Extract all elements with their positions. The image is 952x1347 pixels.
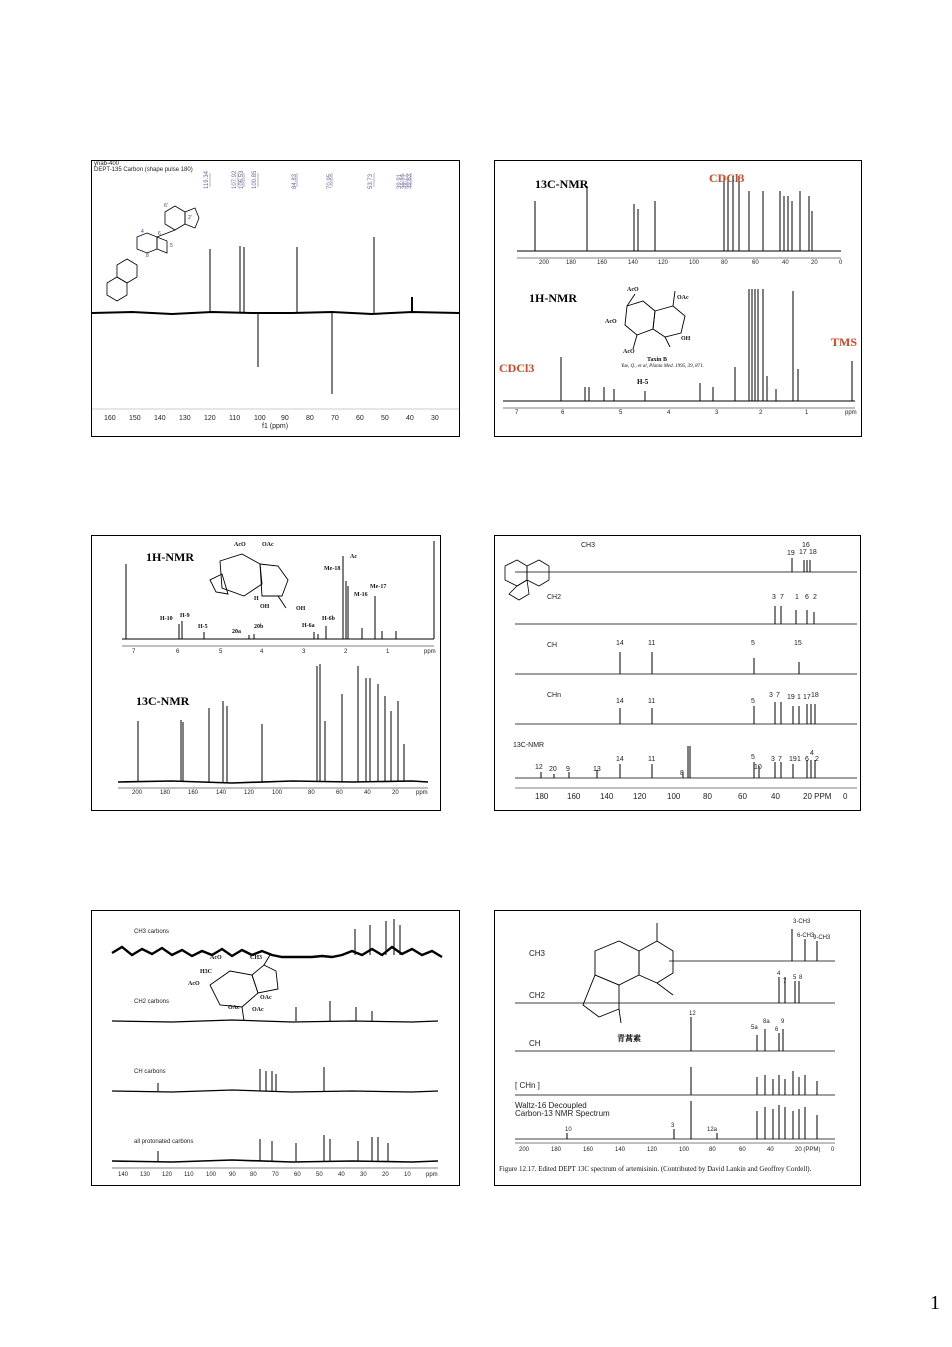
x-tick: 60: [294, 1172, 301, 1178]
peak: 19: [787, 694, 795, 701]
x-tick: 150: [129, 415, 141, 422]
h1-tick: 3: [302, 649, 306, 655]
x-tick: 10: [404, 1172, 411, 1178]
peak: 19: [787, 550, 795, 557]
x-tick: 140: [615, 1147, 626, 1153]
x-tick: 20 PPM: [803, 792, 832, 801]
h1-tick: 6: [176, 649, 180, 655]
h1-tick: 3: [715, 410, 719, 416]
x-tick: 90: [229, 1172, 236, 1178]
row-label-chn: [ CHn ]: [515, 1081, 540, 1090]
x-tick: 30: [431, 415, 439, 422]
peak-label: 12a: [707, 1127, 718, 1133]
c13-nmr-label: 13C-NMR: [535, 177, 589, 191]
row-label-ch3: CH3: [581, 542, 596, 549]
c13-tick: 40: [364, 790, 371, 796]
h1-tick: 1: [386, 649, 390, 655]
peak: 7: [776, 692, 780, 699]
peak: 1: [797, 694, 801, 701]
x-tick: 50: [316, 1172, 323, 1178]
artemisinin-spectra: [495, 911, 860, 1185]
peak-label: 4: [777, 971, 781, 977]
peak: 12: [535, 764, 543, 771]
peak: 9: [566, 766, 570, 773]
h1-tick: 1: [805, 410, 809, 416]
x-tick: 110: [184, 1172, 194, 1178]
peak-h9: H-9: [180, 613, 190, 619]
group-aco: AcO: [234, 542, 246, 548]
svg-text:8: 8: [146, 253, 149, 259]
x-tick: 40: [771, 792, 780, 801]
x-tick: 120: [647, 1147, 658, 1153]
peak-label: 9: [781, 1019, 785, 1025]
group-oac-3: OAc: [252, 1007, 264, 1013]
c13-tick: 140: [216, 790, 227, 796]
peak-label-4: 100.85: [252, 170, 258, 189]
peak: 19: [789, 756, 797, 763]
h1-tick: 7: [132, 649, 136, 655]
lignan-structure: [107, 206, 199, 301]
h1-tick: ppm: [424, 649, 436, 655]
peak-label: 8: [799, 975, 803, 981]
svg-text:6: 6: [158, 231, 161, 237]
c13-tick: 20: [392, 790, 399, 796]
x-tick: ppm: [426, 1172, 438, 1178]
peak: 3: [769, 692, 773, 699]
x-tick: 0: [843, 792, 848, 801]
peak: 6: [805, 756, 809, 763]
header-line-2: DEPT-135 Carbon (shape pulse 180): [94, 167, 193, 173]
peak: 17: [803, 694, 811, 701]
x-tick: 70: [272, 1172, 279, 1178]
peak: 1: [795, 594, 799, 601]
group-oac: OAc: [677, 295, 689, 301]
group-aco-3: AcO: [623, 349, 635, 355]
c13-tick: 120: [658, 260, 669, 266]
row-label-ch2: CH2 carbons: [134, 999, 170, 1005]
row-label-ch3: CH3: [529, 949, 546, 958]
compound-cn-name: 青蒿素: [617, 1034, 641, 1043]
peak-label-8: 39.91: [397, 173, 403, 189]
peak: 2: [815, 756, 819, 763]
h1-nmr-label: 1H-NMR: [146, 550, 194, 564]
x-tick: 80: [703, 792, 712, 801]
x-tick: 160: [104, 415, 116, 422]
peak-label: 10: [565, 1127, 572, 1133]
x-tick: 160: [583, 1147, 594, 1153]
c13-tick: 180: [566, 260, 577, 266]
peak-label-2: 107.92: [232, 170, 238, 189]
peak: 5: [751, 640, 755, 647]
x-tick: 100: [206, 1172, 217, 1178]
peak: 18: [809, 549, 817, 556]
svg-text:4: 4: [141, 229, 144, 235]
peak-20b: 20b: [254, 624, 264, 630]
peak: 13: [593, 766, 601, 773]
x-tick: 100: [254, 415, 266, 422]
x-axis-label: f1 (ppm): [262, 423, 289, 430]
tms-label: TMS: [831, 335, 858, 349]
peak: 14: [616, 698, 624, 705]
peak: 4: [810, 750, 814, 757]
svg-text:6': 6': [164, 203, 168, 209]
x-tick: 0: [831, 1147, 835, 1153]
peak: 6: [805, 594, 809, 601]
taxoid-structure: [210, 955, 278, 1021]
taxin-b-structure: [625, 291, 685, 349]
svg-text:2': 2': [188, 215, 192, 221]
h1-tick: ppm: [845, 410, 857, 416]
slide-dept-stack: [494, 535, 861, 811]
x-tick: 100: [667, 792, 681, 801]
h1-tick: 4: [260, 649, 264, 655]
peak-m16: M-16: [354, 592, 368, 598]
x-tick: 180: [535, 792, 549, 801]
row-label-ch3: CH3 carbons: [134, 929, 170, 935]
peak: 14: [616, 756, 624, 763]
taxane-structure: [210, 554, 288, 608]
c13-tick: ppm: [416, 790, 428, 796]
peak-label: 3-CH3: [793, 919, 811, 925]
peak: 15: [794, 640, 802, 647]
peak: 7: [780, 594, 784, 601]
peak: 3: [772, 594, 776, 601]
x-tick: 70: [331, 415, 339, 422]
x-tick: 40: [406, 415, 414, 422]
peak-label: 5a: [751, 1025, 758, 1031]
peak-h10: H-10: [160, 616, 173, 622]
waltz-label-2: Carbon-13 NMR Spectrum: [515, 1109, 610, 1118]
x-tick: 130: [140, 1172, 151, 1178]
x-tick: 60: [738, 792, 747, 801]
peak: 11: [648, 640, 656, 647]
peak: 8: [680, 770, 684, 777]
peak: 7: [778, 756, 782, 763]
row-label-all: all protonated carbons: [134, 1139, 194, 1145]
peak: 5: [751, 698, 755, 705]
c13-tick: 40: [782, 260, 789, 266]
steroid-structure: [505, 560, 549, 600]
peak-label: 3: [671, 1123, 675, 1129]
group-aco-1: AcO: [210, 955, 222, 961]
cdcl3-bottom-label: CDCl3: [499, 361, 535, 375]
x-tick: 30: [360, 1172, 367, 1178]
row-label-ch: CH carbons: [134, 1069, 166, 1075]
c13-tick: 80: [308, 790, 315, 796]
c13-tick: 160: [188, 790, 199, 796]
h1-tick: 7: [515, 410, 519, 416]
peak: 18: [811, 692, 819, 699]
peak-label: 6-CH3: [797, 933, 815, 939]
svg-text:5: 5: [170, 243, 173, 249]
peak: 16: [802, 542, 810, 549]
citation: Yue, Q., et al, Planta Med. 1995, 39, 871.: [621, 364, 704, 369]
x-tick: 80: [306, 415, 314, 422]
peak-label: 8a: [763, 1019, 770, 1025]
peak-20a: 20a: [232, 629, 241, 635]
peak-h6a: H-6a: [302, 623, 315, 629]
x-tick: 90: [281, 415, 289, 422]
h5-label: H-5: [637, 378, 649, 386]
x-tick: 50: [381, 415, 389, 422]
peak: 17: [799, 549, 807, 556]
peak: 2: [813, 594, 817, 601]
x-tick: 140: [118, 1172, 129, 1178]
x-tick: 140: [154, 415, 166, 422]
row-label-ch2: CH2: [529, 991, 546, 1000]
x-tick: 40: [767, 1147, 774, 1153]
c13-tick: 200: [539, 260, 550, 266]
x-tick: 80: [709, 1147, 716, 1153]
x-tick: 40: [338, 1172, 345, 1178]
compound-name: Taxin B: [647, 357, 667, 363]
x-tick: 100: [679, 1147, 690, 1153]
x-tick: 160: [567, 792, 581, 801]
peak: 5: [751, 754, 755, 761]
h1-tick: 6: [561, 410, 565, 416]
c13-tick: 140: [628, 260, 639, 266]
group-h: H: [254, 596, 259, 602]
peak: 11: [648, 698, 656, 705]
c13-tick: 180: [160, 790, 171, 796]
row-label-13c: 13C-NMR: [513, 742, 545, 749]
peak-label-5: 84.83: [292, 173, 298, 189]
c13-tick: 200: [132, 790, 143, 796]
peak-label-10: 39.63: [407, 173, 413, 189]
peak-h5: H-5: [198, 624, 208, 630]
c13-tick: 100: [689, 260, 700, 266]
h1-tick: 4: [667, 410, 671, 416]
row-label-ch: CH: [547, 642, 558, 649]
group-ch3: CH3: [250, 955, 262, 961]
group-oac-2: OAc: [228, 1005, 240, 1011]
peak: 11: [648, 756, 656, 763]
h1-tick: 2: [344, 649, 348, 655]
slide-artemisinin: [494, 910, 861, 1186]
slide-taxane-1h-13c: [91, 535, 441, 811]
row-label-chn: CHn: [547, 692, 562, 699]
c13-tick: 80: [721, 260, 728, 266]
peak-label: 5: [793, 975, 797, 981]
c13-tick: 100: [272, 790, 283, 796]
c13-tick: 20: [811, 260, 818, 266]
peak-label-9: 39.77: [402, 173, 408, 189]
group-oac-1: OAc: [260, 995, 272, 1001]
peak: 1: [797, 756, 801, 763]
slide-dept135: [91, 160, 460, 437]
figure-caption: Figure 12.17. Edited DEPT 13C spectrum of artemisinin. (Contributed by David Lankin and Geoffrey Cordell).: [499, 1165, 812, 1173]
h1-tick: 5: [219, 649, 223, 655]
peak-label: 6: [775, 1027, 779, 1033]
slide-dept-carbons: [91, 910, 460, 1186]
group-aco-1: AcO: [627, 287, 639, 293]
waltz-label-1: Waltz-16 Decoupled: [515, 1101, 587, 1110]
peak-me17: Me-17: [370, 584, 387, 590]
peak-label: 7: [783, 979, 787, 985]
c13-tick: 120: [244, 790, 255, 796]
peak-label-6: 70.95: [327, 173, 333, 189]
peak-ac: Ac: [350, 554, 357, 560]
artemisinin-structure: [583, 923, 673, 1023]
x-tick: 140: [600, 792, 614, 801]
x-tick: 120: [162, 1172, 173, 1178]
h1-tick: 5: [619, 410, 623, 416]
slide-taxin-b: [494, 160, 862, 437]
x-tick: 120: [633, 792, 647, 801]
group-oac: OAc: [262, 542, 274, 548]
peak-label-3: 106.53: [239, 170, 245, 189]
page-number: 1: [930, 1292, 940, 1314]
row-label-ch2: CH2: [547, 594, 562, 601]
taxane-spectra: [92, 536, 440, 810]
dept135-spectrum: [92, 161, 459, 436]
group-aco-2: AcO: [188, 981, 200, 987]
h1-nmr-label: 1H-NMR: [529, 291, 577, 305]
x-tick: 200: [519, 1147, 530, 1153]
peak-label: 12: [689, 1011, 696, 1017]
peak-me18: Me-18: [324, 566, 341, 572]
cdcl3-top-label: CDCl3: [709, 171, 745, 185]
group-oh-2: OH: [296, 606, 306, 612]
group-aco-2: AcO: [605, 319, 617, 325]
header-line-1: ynab-400: [94, 161, 120, 167]
x-tick: 60: [739, 1147, 746, 1153]
group-oh: OH: [681, 336, 691, 342]
x-tick: 80: [250, 1172, 257, 1178]
x-tick: 20 (PPM): [795, 1147, 821, 1153]
x-tick: 60: [356, 415, 364, 422]
peak: 14: [616, 640, 624, 647]
c13-tick: 60: [336, 790, 343, 796]
x-tick: 120: [204, 415, 216, 422]
h1-tick: 2: [759, 410, 763, 416]
peak-label-7: 53.73: [368, 173, 374, 189]
peak-label: 9-CH3: [813, 935, 831, 941]
x-tick: 180: [551, 1147, 562, 1153]
peak-label-1: 119.34: [204, 171, 210, 189]
peak: 10: [754, 764, 762, 771]
c13-tick: 0: [839, 260, 843, 266]
c13-tick: 60: [752, 260, 759, 266]
x-tick: 130: [179, 415, 191, 422]
c13-nmr-label: 13C-NMR: [136, 694, 190, 708]
row-label-ch: CH: [529, 1039, 541, 1048]
x-tick: 110: [229, 415, 241, 422]
c13-tick: 160: [597, 260, 608, 266]
peak: 3: [771, 756, 775, 763]
peak-h6b: H-6b: [322, 616, 336, 622]
group-oh-1: OH: [260, 604, 270, 610]
peak: 20: [549, 766, 557, 773]
group-h3c: H3C: [200, 969, 212, 975]
x-tick: 20: [382, 1172, 389, 1178]
